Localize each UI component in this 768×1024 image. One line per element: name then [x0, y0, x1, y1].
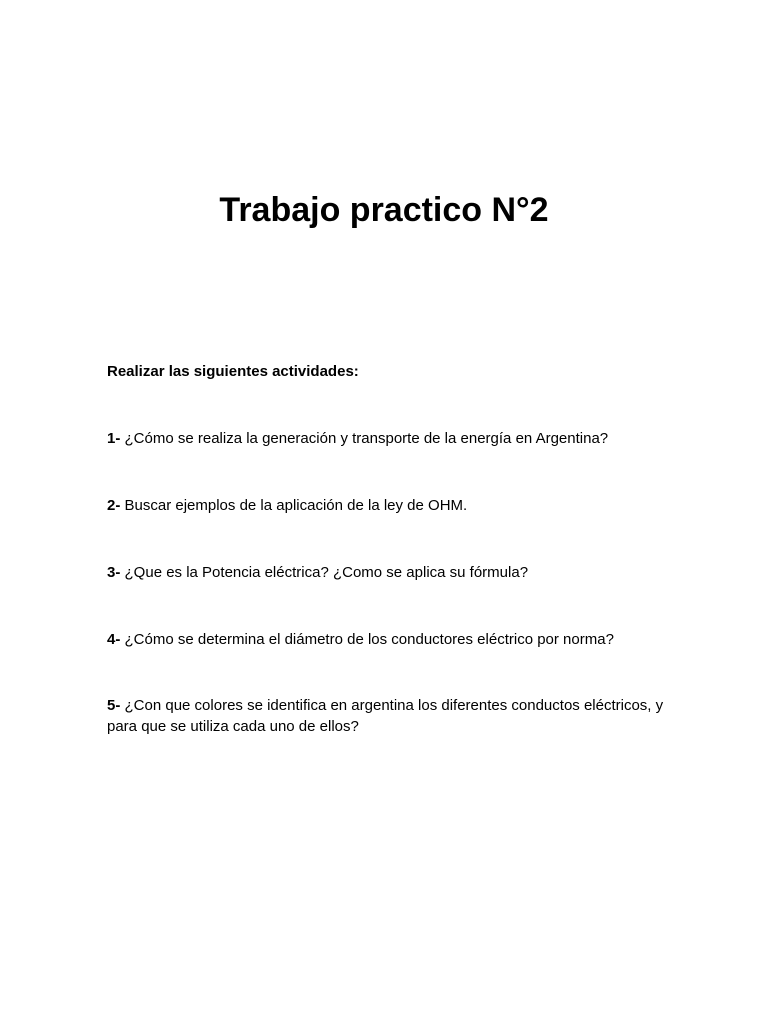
- question-number: 1-: [107, 430, 121, 447]
- question-item-1: [107, 428, 667, 449]
- question-item-2: [107, 495, 667, 516]
- question-text: Buscar ejemplos de la aplicación de la ley de OHM.: [124, 497, 468, 514]
- question-number: 2-: [107, 497, 121, 514]
- instructions-heading: Realizar las siguientes actividades:: [107, 363, 359, 380]
- question-item-4: [107, 629, 667, 650]
- question-item-3: [107, 562, 667, 583]
- page-title: Trabajo practico N°2: [219, 191, 549, 229]
- question-number: 5-: [107, 697, 121, 714]
- question-number: 3-: [107, 564, 121, 581]
- question-text: ¿Cómo se realiza la generación y transporte de la energía en Argentina?: [124, 430, 609, 447]
- question-number: 4-: [107, 631, 121, 648]
- question-text: ¿Que es la Potencia eléctrica? ¿Como se aplica su fórmula?: [124, 564, 529, 581]
- question-text: ¿Cómo se determina el diámetro de los conductores eléctrico por norma?: [124, 631, 614, 648]
- question-text: ¿Con que colores se identifica en argentina los diferentes conductos eléctricos, y para que se utiliza cada uno de ellos?: [107, 697, 664, 735]
- question-item-5: [107, 695, 667, 737]
